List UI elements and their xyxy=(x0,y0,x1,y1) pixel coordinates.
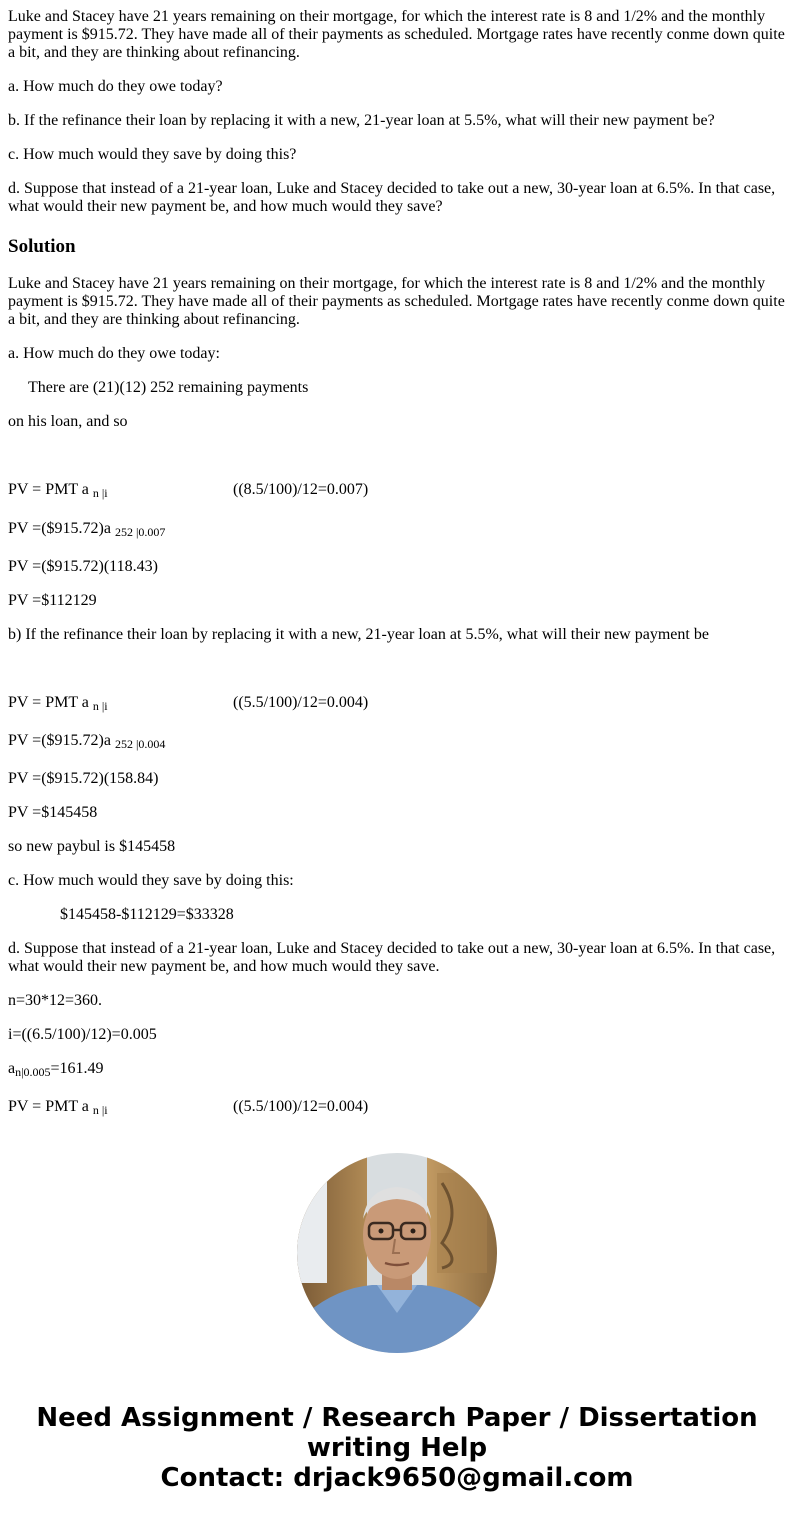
equation-main: PV =($915.72)a xyxy=(8,732,115,749)
equation-subscript: n |i xyxy=(92,699,108,713)
equation-rate-note: ((8.5/100)/12=0.007) xyxy=(233,481,369,498)
question-a: a. How much do they owe today? xyxy=(8,78,223,95)
banner-line-1: Need Assignment / Research Paper / Dissertation xyxy=(36,1403,758,1433)
equation-subscript: n |i xyxy=(92,486,108,500)
equation-b-2 xyxy=(8,732,788,750)
solution-d-annuity xyxy=(8,1060,788,1078)
solution-b-result: so new paybul is $145458 xyxy=(8,838,176,855)
equation-a-1 xyxy=(8,481,788,499)
solution-c-heading: c. How much would they save by doing this: xyxy=(8,872,294,889)
banner-contact: Contact: drjack9650@gmail.com xyxy=(160,1463,634,1493)
equation-a-3: PV =($915.72)(118.43) xyxy=(8,558,158,575)
equation-main: PV =($915.72)a xyxy=(8,520,115,537)
solution-intro: Luke and Stacey have 21 years remaining on their mortgage, for which the interest rate is 8 and 1/2% and the monthly payment is $915.72. They have made all of their payments as scheduled. Mortgage rates have recently conme down quite a bit, and they are thinking about refinancing. xyxy=(8,275,785,328)
equation-d-1 xyxy=(8,1098,788,1116)
annuity-subscript: n|0.005 xyxy=(15,1065,51,1079)
equation-a-4: PV =$112129 xyxy=(8,592,97,609)
equation-b-1 xyxy=(8,694,788,712)
question-d: d. Suppose that instead of a 21-year loan, Luke and Stacey decided to take out a new, 30-year loan at 6.5%. In that case, what would their new payment be, and how much would they save? xyxy=(8,180,776,215)
equation-subscript: n |i xyxy=(92,1103,108,1117)
equation-b-3: PV =($915.72)(158.84) xyxy=(8,770,159,787)
solution-heading: Solution xyxy=(8,236,76,257)
question-c: c. How much would they save by doing this? xyxy=(8,146,297,163)
author-avatar xyxy=(297,1153,497,1353)
solution-d-heading: d. Suppose that instead of a 21-year loan, Luke and Stacey decided to take out a new, 30-year loan at 6.5%. In that case, what would their new payment be, and how much would they save. xyxy=(8,940,776,975)
solution-a-on-loan: on his loan, and so xyxy=(8,413,128,430)
solution-c-calc: $145458-$112129=$33328 xyxy=(60,906,234,923)
equation-subscript: 252 |0.007 xyxy=(114,525,166,539)
solution-a-heading: a. How much do they owe today: xyxy=(8,345,220,362)
question-b: b. If the refinance their loan by replacing it with a new, 21-year loan at 5.5%, what will their new payment be? xyxy=(8,112,715,129)
equation-main: PV = PMT a xyxy=(8,481,93,498)
equation-b-4: PV =$145458 xyxy=(8,804,98,821)
equation-rate-note: ((5.5/100)/12=0.004) xyxy=(233,694,369,711)
question-intro: Luke and Stacey have 21 years remaining on their mortgage, for which the interest rate is 8 and 1/2% and the monthly payment is $915.72. They have made all of their payments as scheduled. Mortgage rates have recently conme down quite a bit, and they are thinking about refinancing. xyxy=(8,8,785,61)
solution-b-heading: b) If the refinance their loan by replacing it with a new, 21-year loan at 5.5%, what will their new payment be xyxy=(8,626,709,643)
author-photo xyxy=(297,1153,497,1353)
equation-rate-note: ((5.5/100)/12=0.004) xyxy=(233,1098,369,1115)
solution-a-remaining: There are (21)(12) 252 remaining payments xyxy=(28,379,309,396)
banner-line-2: writing Help xyxy=(306,1433,488,1463)
solution-d-i: i=((6.5/100)/12)=0.005 xyxy=(8,1026,157,1043)
contact-banner xyxy=(0,1403,794,1493)
equation-a-2 xyxy=(8,520,788,538)
equation-subscript: 252 |0.004 xyxy=(114,737,166,751)
equation-main: PV = PMT a xyxy=(8,1098,93,1115)
equation-main: PV = PMT a xyxy=(8,694,93,711)
annuity-symbol: a xyxy=(8,1060,16,1077)
annuity-value: =161.49 xyxy=(50,1060,104,1077)
solution-d-n: n=30*12=360. xyxy=(8,992,103,1009)
